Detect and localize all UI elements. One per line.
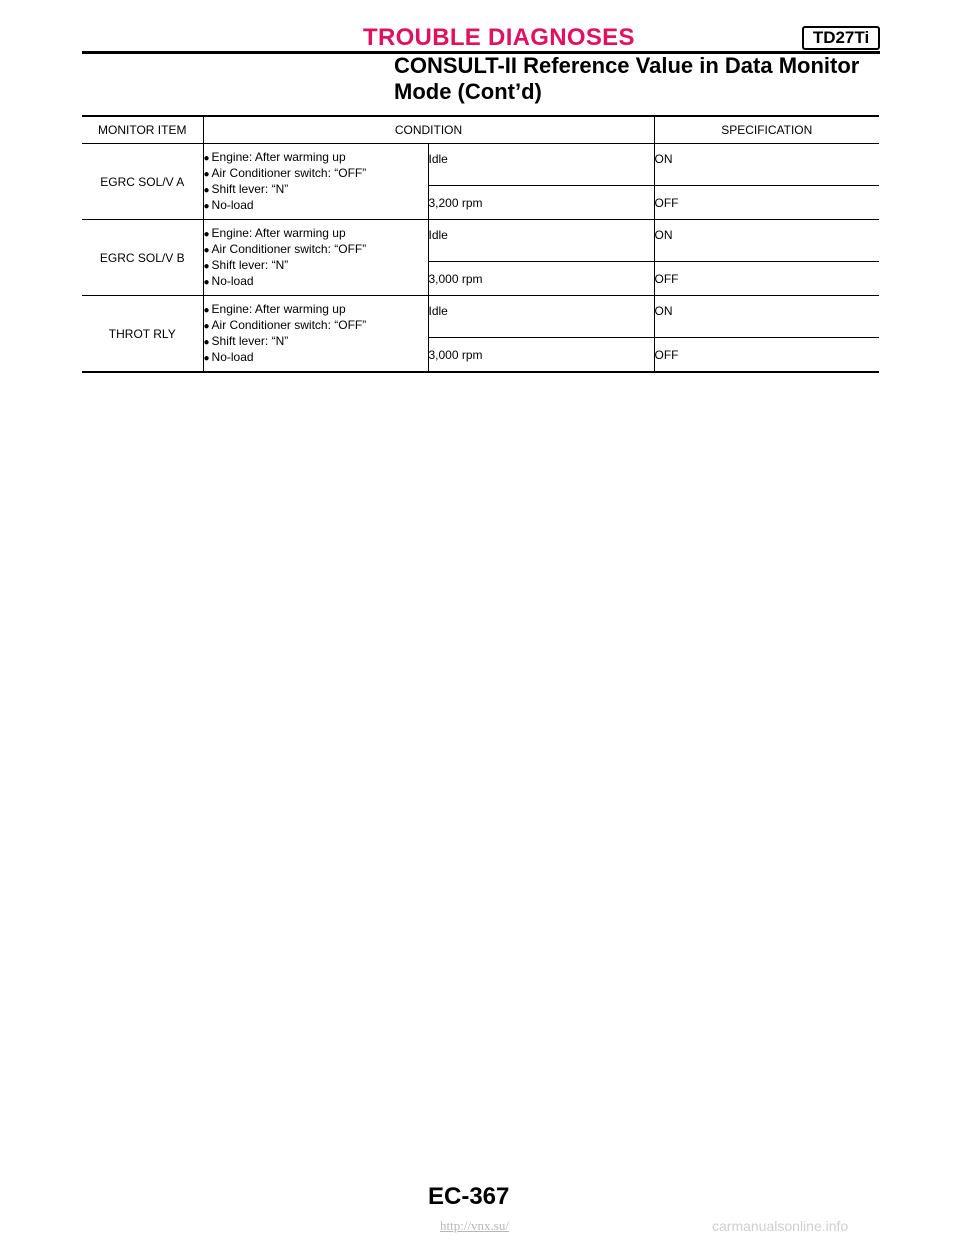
header-title: TROUBLE DIAGNOSES xyxy=(363,24,635,51)
bullet-icon: ● xyxy=(203,304,210,316)
bullet-icon: ● xyxy=(203,168,210,180)
engine-state-cell: Idle xyxy=(428,296,654,338)
condition-list-cell xyxy=(203,220,428,296)
bullet-icon: ● xyxy=(203,276,210,288)
specification-cell: ON xyxy=(654,144,879,186)
page-number: EC-367 xyxy=(428,1183,510,1210)
condition-item: ● Engine: After warming up xyxy=(203,301,346,316)
monitor-item-cell: EGRC SOL/V A xyxy=(82,144,203,220)
table-row xyxy=(82,144,879,186)
bullet-icon: ● xyxy=(203,244,210,256)
footer-url-link[interactable]: http://vnx.su/ xyxy=(440,1218,509,1233)
condition-list-cell xyxy=(203,144,428,220)
condition-item: ● Engine: After warming up xyxy=(203,225,346,240)
table-row xyxy=(82,296,879,338)
condition-item: ● Shift lever: “N” xyxy=(203,333,289,348)
bullet-icon: ● xyxy=(203,352,210,364)
condition-item: ● No-load xyxy=(203,273,254,288)
bullet-icon: ● xyxy=(203,200,210,212)
specification-cell: ON xyxy=(654,296,879,338)
condition-item: ● No-load xyxy=(203,197,254,212)
condition-item: ● Shift lever: “N” xyxy=(203,181,289,196)
bullet-icon: ● xyxy=(203,260,210,272)
bullet-icon: ● xyxy=(203,152,210,164)
monitor-item-cell: EGRC SOL/V B xyxy=(82,220,203,296)
model-badge: TD27Ti xyxy=(802,26,880,50)
bullet-icon: ● xyxy=(203,320,210,332)
watermark: carmanualsonline.info xyxy=(712,1218,849,1234)
specification-cell: OFF xyxy=(654,338,879,373)
condition-item: ● No-load xyxy=(203,349,254,364)
specification-cell: OFF xyxy=(654,186,879,220)
condition-item: ● Air Conditioner switch: “OFF” xyxy=(203,317,367,332)
engine-state-cell: 3,200 rpm xyxy=(428,186,654,220)
bullet-icon: ● xyxy=(203,184,210,196)
condition-item: ● Shift lever: “N” xyxy=(203,257,289,272)
column-header-condition: CONDITION xyxy=(203,116,654,144)
condition-item: ● Air Conditioner switch: “OFF” xyxy=(203,241,367,256)
condition-item: ● Engine: After warming up xyxy=(203,149,346,164)
engine-state-cell: 3,000 rpm xyxy=(428,262,654,296)
reference-value-table xyxy=(82,115,879,373)
engine-state-cell: 3,000 rpm xyxy=(428,338,654,373)
bullet-icon: ● xyxy=(203,336,210,348)
specification-cell: OFF xyxy=(654,262,879,296)
column-header-specification: SPECIFICATION xyxy=(654,116,879,144)
condition-item: ● Air Conditioner switch: “OFF” xyxy=(203,165,367,180)
monitor-item-cell: THROT RLY xyxy=(82,296,203,373)
engine-state-cell: Idle xyxy=(428,220,654,262)
column-header-monitor-item: MONITOR ITEM xyxy=(82,116,203,144)
engine-state-cell: Idle xyxy=(428,144,654,186)
condition-list-cell xyxy=(203,296,428,373)
section-title: CONSULT-II Reference Value in Data Monitor Mode (Cont’d) xyxy=(394,53,860,104)
specification-cell: ON xyxy=(654,220,879,262)
bullet-icon: ● xyxy=(203,228,210,240)
table-row xyxy=(82,220,879,262)
